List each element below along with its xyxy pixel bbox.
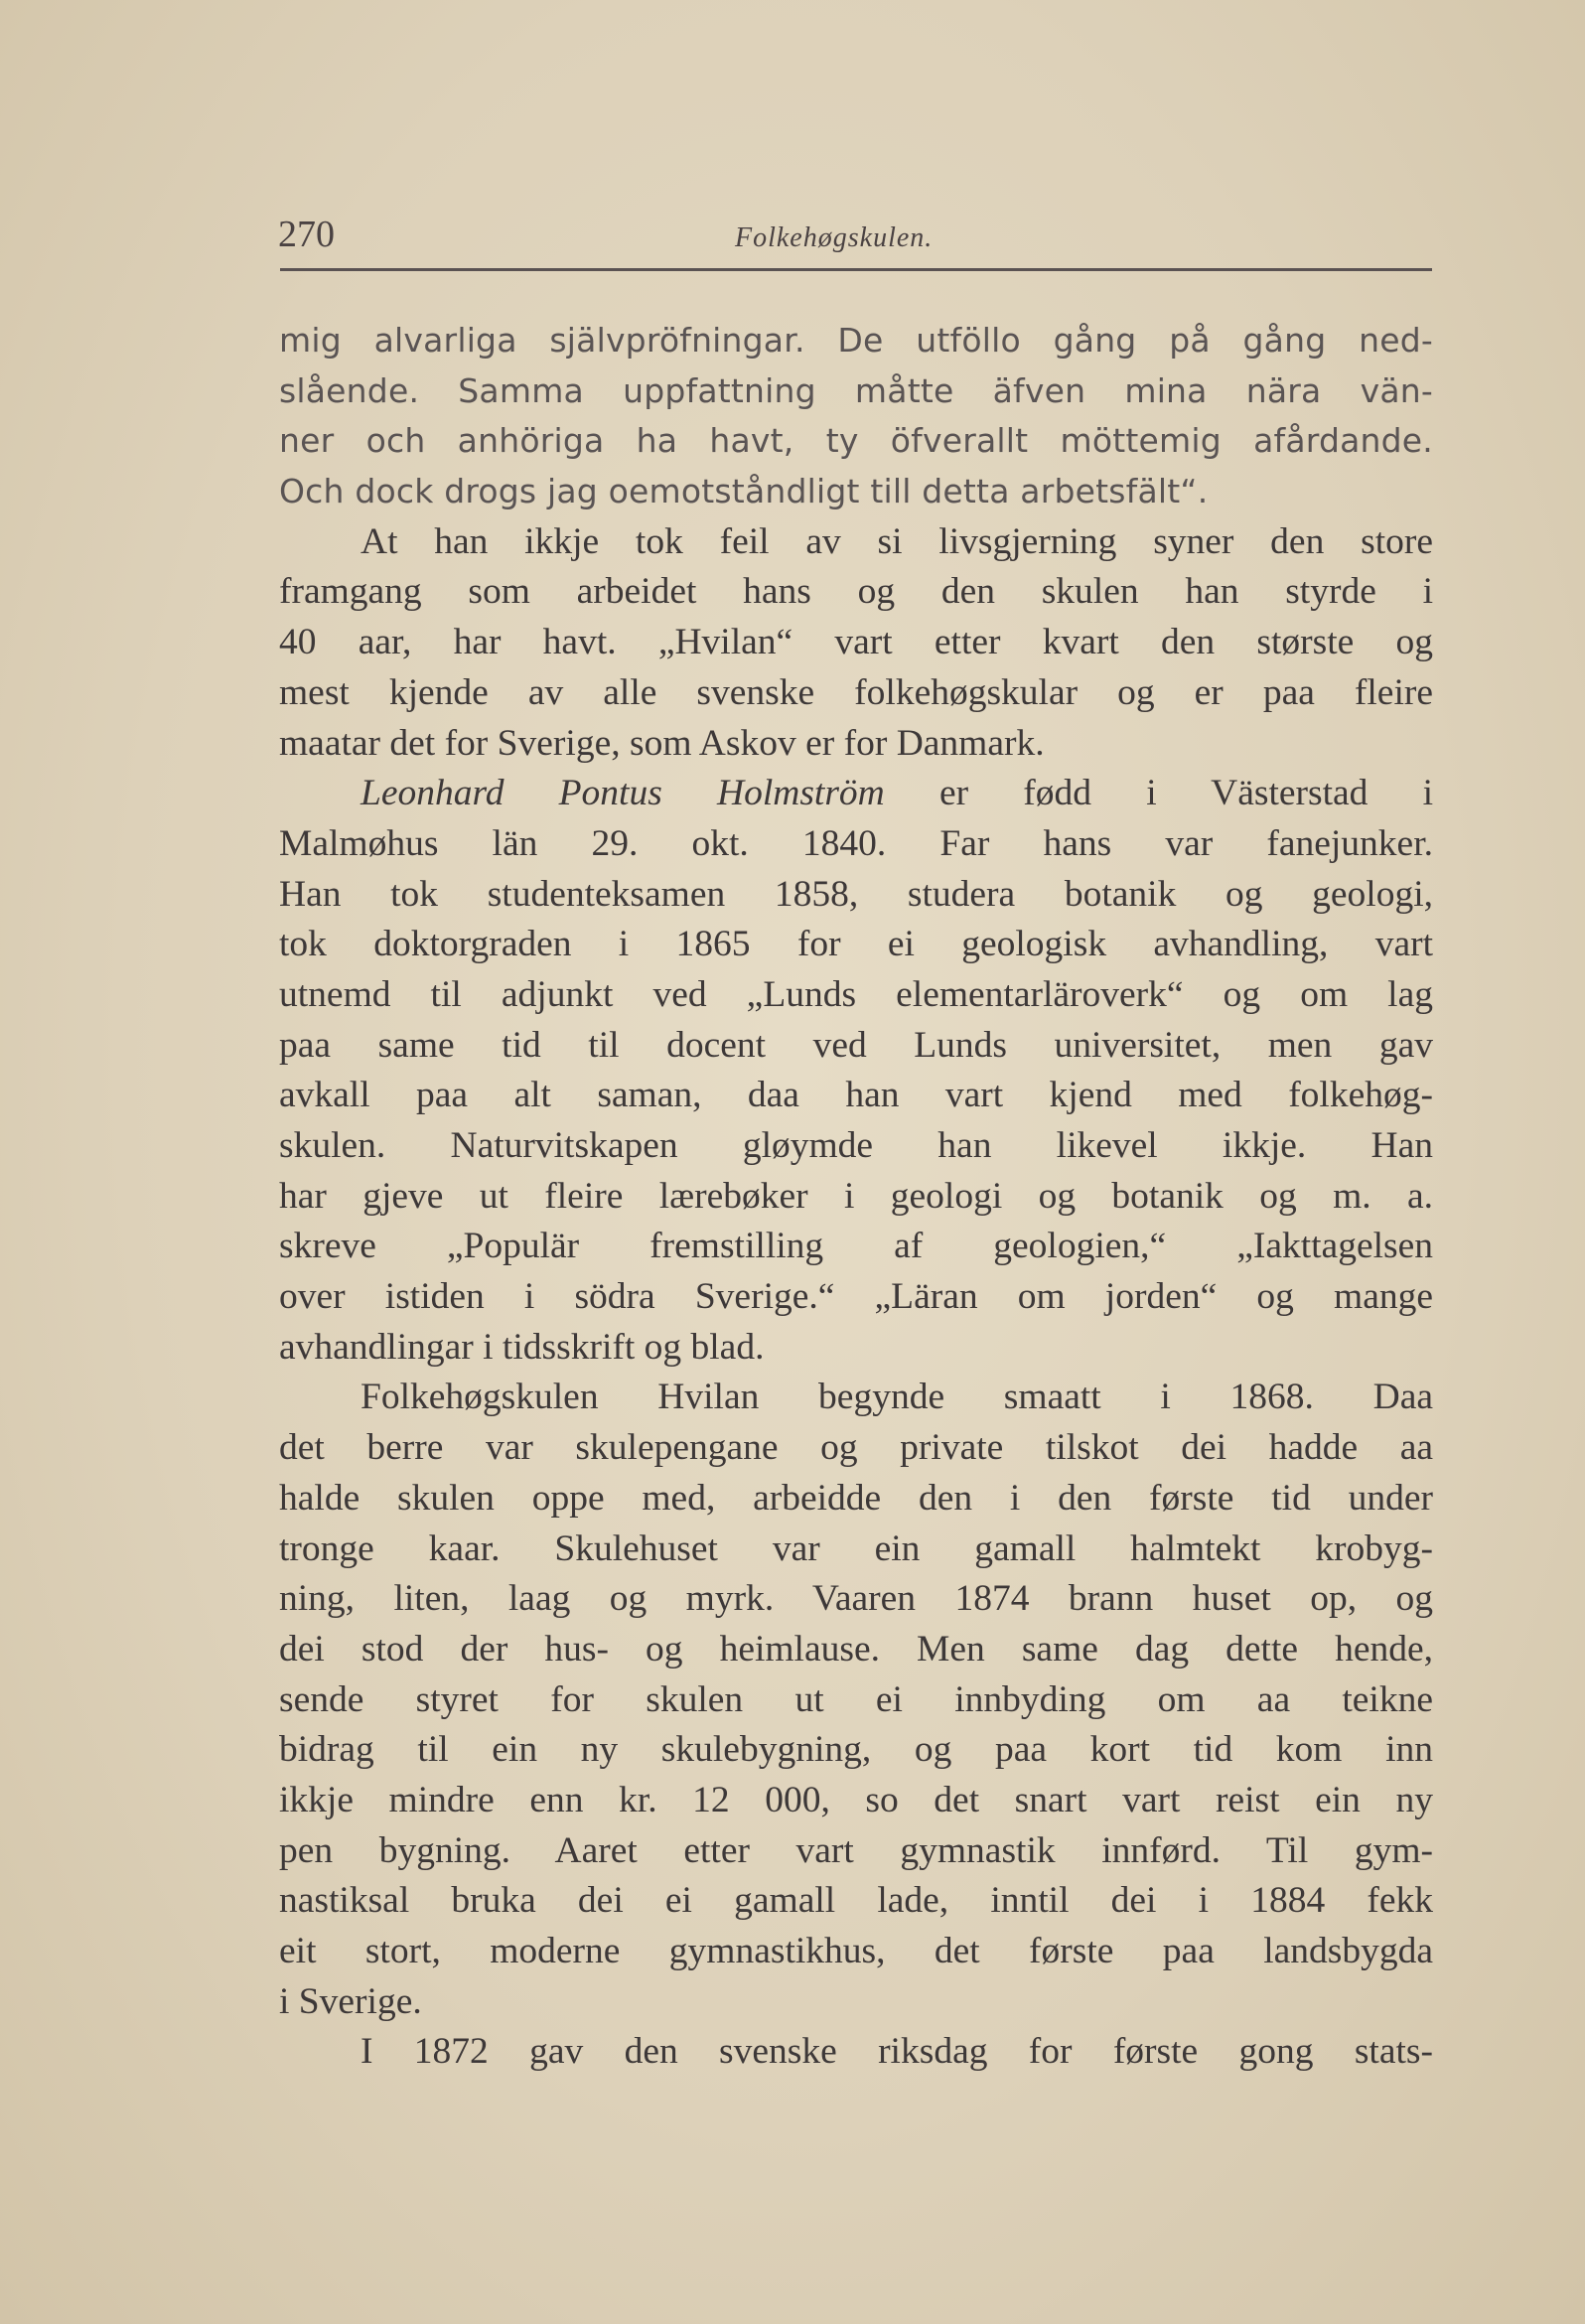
text-line: ning, liten, laag og myrk. Vaaren 1874 brann huset op, og (279, 1578, 1433, 1620)
person-name: Leonhard Pontus Holmström (360, 773, 885, 814)
body-text (279, 316, 1433, 2078)
text-line: maatar det for Sverige, som Askov er for Danmark. (279, 722, 1045, 764)
page-number: 270 (278, 214, 335, 255)
text-line: paa same tid til docent ved Lunds universitet, men gav (279, 1024, 1433, 1066)
text-line: eit stort, moderne gymnastikhus, det første paa landsbygda (279, 1931, 1433, 1971)
text-line: slående. Samma uppfattning måtte äfven mina nära vän- (279, 370, 1433, 410)
text-line: har gjeve ut fleire lærebøker i geologi og botanik og m. a. (279, 1175, 1433, 1217)
text-line-with-name (279, 769, 1433, 819)
text-line-rest: er fødd i Västerstad i (938, 773, 1434, 814)
text-line: ikkje mindre enn kr. 12 000, so det snart vart reist ein ny (279, 1779, 1433, 1820)
text-line: framgang som arbeidet hans og den skulen han styrde i (279, 571, 1433, 613)
text-line: tronge kaar. Skulehuset var ein gamall halmtekt krobyg- (279, 1527, 1433, 1569)
text-line: det berre var skulepengane og private tilskot dei hadde aa (279, 1427, 1433, 1469)
running-head (278, 209, 1430, 268)
text-line: bidrag til ein ny skulebygning, og paa kort tid kom inn (279, 1729, 1433, 1771)
text-line: Han tok studenteksamen 1858, studera botanik og geologi, (279, 873, 1433, 915)
text-line: dei stod der hus- og heimlause. Men same dag dette hende, (279, 1628, 1433, 1670)
text-line: mig alvarliga självpröfningar. De utföllo gång på gång ned- (279, 321, 1433, 360)
text-line: tok doktorgraden i 1865 for ei geologisk avhandling, vart (279, 924, 1433, 965)
text-line: skreve „Populär fremstilling af geologien,“ „Iakttagelsen (279, 1226, 1433, 1267)
text-line: ner och anhöriga ha havt, ty öfverallt möttemig afårdande. (279, 421, 1433, 461)
text-line: avkall paa alt saman, daa han vart kjend med folkehøg- (279, 1075, 1433, 1116)
text-line: I 1872 gav den svenske riksdag for første gong stats- (360, 2031, 1433, 2073)
header-rule (280, 268, 1432, 271)
text-line: utnemd til adjunkt ved „Lunds elementarläroverk“ og om lag (279, 973, 1433, 1015)
text-line: avhandlingar i tidsskrift og blad. (279, 1326, 765, 1368)
text-line: i Sverige. (279, 1980, 422, 2022)
text-line: sende styret for skulen ut ei innbyding om aa teikne (279, 1678, 1433, 1720)
text-line: Malmøhus län 29. okt. 1840. Far hans var fanejunker. (279, 822, 1433, 864)
text-line: 40 aar, har havt. „Hvilan“ vart etter kvart den største og (279, 622, 1433, 663)
text-line: nastiksal bruka dei ei gamall lade, inntil dei i 1884 fekk (279, 1880, 1433, 1922)
text-line: mest kjende av alle svenske folkehøgskular og er paa fleire (279, 671, 1433, 713)
text-line: Och dock drogs jag oemotståndligt till detta arbetsfält“. (279, 472, 1209, 511)
text-line: At han ikkje tok feil av si livsgjerning syner den store (360, 520, 1433, 562)
text-line: pen bygning. Aaret etter vart gymnastik innførd. Til gym- (279, 1829, 1433, 1871)
text-line: Folkehøgskulen Hvilan begynde smaatt i 1868. Daa (360, 1377, 1433, 1418)
text-line: halde skulen oppe med, arbeidde den i den første tid under (279, 1477, 1433, 1519)
text-line: skulen. Naturvitskapen gløymde han likevel ikkje. Han (279, 1125, 1433, 1166)
running-title: Folkehøgskulen. (735, 222, 934, 253)
text-line: over istiden i södra Sverige.“ „Läran om jorden“ og mange (279, 1276, 1433, 1318)
